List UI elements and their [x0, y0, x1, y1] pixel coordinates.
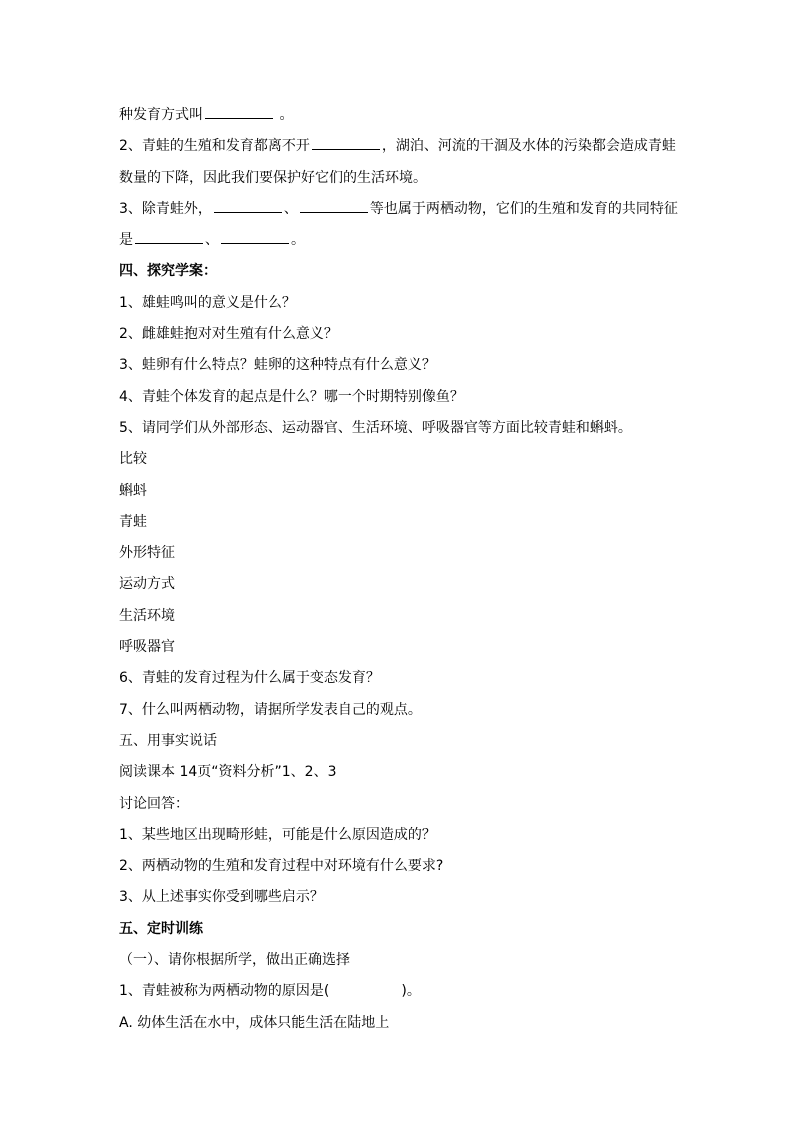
- text-line: 阅读课本 14页“资料分析”1、2、3: [119, 764, 337, 781]
- comparison-label: 青蛙: [119, 513, 147, 530]
- question-line: 2、雌雄蛙抱对对生殖有什么意义？: [119, 326, 338, 343]
- text-segment: 种发育方式叫: [119, 107, 203, 123]
- question-line: 4、青蛙个体发育的起点是什么？哪一个时期特别像鱼？: [119, 388, 464, 405]
- text-line: [119, 131, 684, 162]
- text-segment: 、: [205, 232, 219, 249]
- fill-blank: [135, 229, 203, 244]
- fill-blank: [300, 198, 368, 213]
- text-segment: 1、青蛙被称为两栖动物的原因是(: [119, 983, 330, 1000]
- text-line: （一）、请你根据所学，做出正确选择: [119, 952, 350, 969]
- text-segment: )。: [401, 983, 421, 1000]
- comparison-label: 比较: [119, 451, 147, 468]
- text-segment: ，湖泊、河流的干涸及水体的污染都会造成青蛙: [381, 138, 676, 155]
- comparison-label: 运动方式: [119, 576, 175, 593]
- question-line: 3、从上述事实你受到哪些启示？: [119, 889, 324, 906]
- text-line: [119, 225, 684, 256]
- text-segment: 等也属于两栖动物，它们的生殖和发育的共同特征: [369, 200, 678, 217]
- comparison-label: 外形特征: [119, 545, 175, 562]
- section-heading-plain: 五、用事实说话: [119, 732, 217, 749]
- text-line: 数量的下降，因此我们要保护好它们的生活环境。: [119, 169, 427, 186]
- question-line: 5、请同学们从外部形态、运动器官、生活环境、呼吸器官等方面比较青蛙和蝌蚪。: [119, 419, 632, 436]
- section-heading: 四、探究学案：: [119, 263, 217, 280]
- text-segment: 。: [275, 107, 294, 123]
- fill-blank: [221, 229, 289, 244]
- text-line: [119, 194, 684, 225]
- text-line: [119, 100, 684, 131]
- question-line: 6、青蛙的发育过程为什么属于变态发育？: [119, 670, 380, 687]
- text-segment: 3、除青蛙外，: [119, 200, 212, 217]
- text-segment: 是: [119, 232, 133, 249]
- fill-blank: [214, 198, 282, 213]
- text-segment: 2、青蛙的生殖和发育都离不开: [119, 138, 310, 155]
- question-line: 1、雄蛙鸣叫的意义是什么？: [119, 294, 296, 311]
- comparison-label: 呼吸器官: [119, 639, 175, 656]
- text-line: 讨论回答：: [119, 795, 189, 812]
- question-line: [119, 976, 684, 1007]
- text-segment: 。: [291, 232, 305, 249]
- fill-blank: [205, 104, 273, 119]
- comparison-label: 蝌蚪: [119, 482, 147, 499]
- section-heading: 五、定时训练: [119, 920, 203, 937]
- choice-option: A. 幼体生活在水中，成体只能生活在陆地上: [119, 1014, 390, 1031]
- question-line: 3、蛙卵有什么特点？蛙卵的这种特点有什么意义？: [119, 357, 436, 374]
- question-line: 1、某些地区出现畸形蛙，可能是什么原因造成的？: [119, 826, 436, 843]
- text-segment: 、: [283, 200, 298, 217]
- comparison-label: 生活环境: [119, 607, 175, 624]
- question-line: 2、两栖动物的生殖和发育过程中对环境有什么要求?: [119, 858, 444, 875]
- fill-blank: [312, 135, 380, 150]
- question-line: 7、什么叫两栖动物，请据所学发表自己的观点。: [119, 701, 422, 718]
